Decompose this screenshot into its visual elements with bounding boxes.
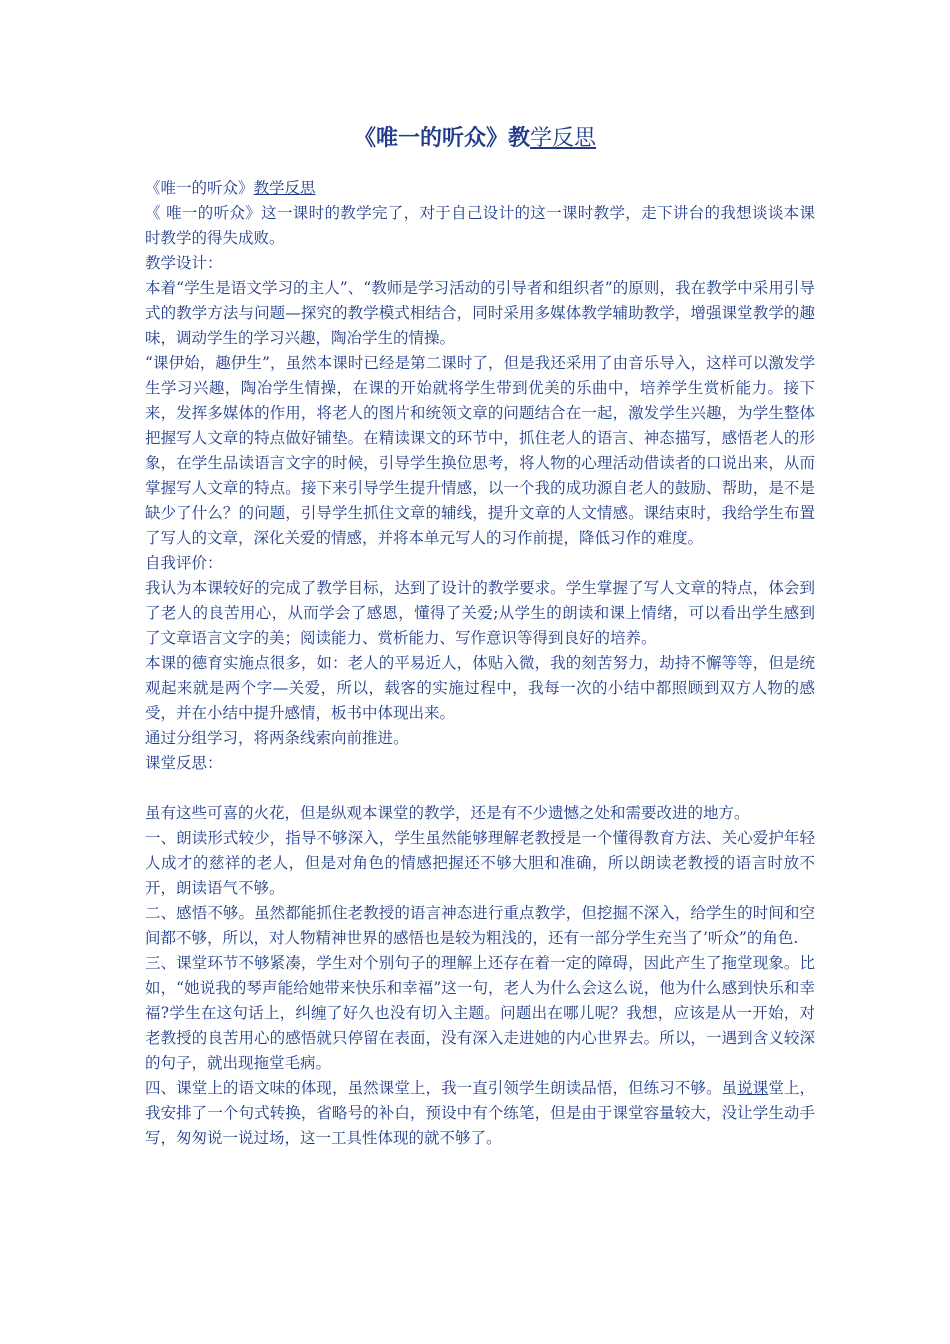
reflection-point-4-text-b: 堂上，我安排了一个句式转换，省略号的补白，预设中有个练笔，但是由于课堂容量较大，没让学生动手写，匆匆说一说过场，这一工具性体现的就不够了。 (145, 1079, 815, 1147)
evaluation-paragraph-3: 通过分组学习，将两条线索向前推进。 (145, 729, 409, 747)
design-paragraph-2: “课伊始，趣伊生”，虽然本课时已经是第二课时了，但是我还采用了由音乐导入，这样可以激发学生学习兴趣，陶冶学生情操，在课的开始就将学生带到优美的乐曲中，培养学生赏析能力。接下来，发挥多媒体的作用，将老人的图片和统领文章的问题结合在一起，激发学生兴趣，为学生整体把握写人文章的特点做好铺垫。在精读课文的环节中，抓住老人的语言、神态描写，感悟老人的形象，在学生品读语言文字的时候，引导学生换位思考，将人物的心理活动借读者的口说出来，从而掌握写人文章的特点。接下来引导学生提升情感，以一个我的成功源自老人的鼓励、帮助，是不是缺少了什么？的问题，引导学生抓住文章的辅线，提升文章的人文情感。课结束时，我给学生布置了写人的文章，深化关爱的情感，并将本单元写人的习作前提，降低习作的难度。 (145, 354, 815, 547)
reflection-heading: 课堂反思： (145, 754, 223, 772)
blank-line (145, 776, 815, 801)
intro-paragraph: 《 唯一的听众》这一课时的教学完了，对于自己设计的这一课时教学，走下讲台的我想谈谈本课时教学的得失成败。 (145, 204, 815, 247)
title-link[interactable]: 学反思 (530, 126, 597, 151)
subtitle (145, 176, 815, 201)
reflection-point-3: 三、课堂环节不够紧凑，学生对个别句子的理解上还存在着一定的障碍，因此产生了拖堂现象。比如，“她说我的琴声能给她带来快乐和幸福”这一句，老人为什么会这么说，他为什么感到快乐和幸福?学生在这句话上，纠缠了好久也没有切入主题。问题出在哪儿呢？我想，应该是从一开始，对老教授的良苦用心的感悟就只停留在表面，没有深入走进她的内心世界去。所以，一遇到含义较深的句子，就出现拖堂毛病。 (145, 954, 815, 1072)
reflection-point-1: 一、朗读形式较少，指导不够深入，学生虽然能够理解老教授是一个懂得教育方法、关心爱护年轻人成才的慈祥的老人，但是对角色的情感把握还不够大胆和准确，所以朗读老教授的语言时放不开，朗读语气不够。 (145, 829, 815, 897)
reflection-point-4-link[interactable]: 说课 (737, 1079, 769, 1097)
design-heading: 教学设计： (145, 254, 223, 272)
evaluation-paragraph-1: 我认为本课较好的完成了教学目标，达到了设计的教学要求。学生掌握了写人文章的特点，体会到了老人的良苦用心，从而学会了感恩，懂得了关爱;从学生的朗读和课上情绪，可以看出学生感到了文章语言文字的美；阅读能力、赏析能力、写作意识等得到良好的培养。 (145, 579, 815, 647)
reflection-point-4 (145, 1076, 815, 1151)
document-title (0, 124, 950, 153)
document-body (145, 176, 815, 1151)
design-paragraph-1: 本着“学生是语文学习的主人”、“教师是学习活动的引导者和组织者”的原则，我在教学中采用引导式的教学方法与问题—探究的教学模式相结合，同时采用多媒体教学辅助教学，增强课堂教学的趣味，调动学生的学习兴趣，陶冶学生的情操。 (145, 279, 815, 347)
reflection-point-4-text-a: 四、课堂上的语文味的体现，虽然课堂上，我一直引领学生朗读品悟，但练习不够。虽 (145, 1079, 738, 1097)
subtitle-link[interactable]: 教学反思 (253, 179, 316, 197)
evaluation-heading: 自我评价： (145, 554, 223, 572)
title-text: 《唯一的听众》教 (353, 125, 530, 151)
evaluation-paragraph-2: 本课的德育实施点很多，如：老人的平易近人，体贴入微，我的刻苦努力，劫持不懈等等，但是统观起来就是两个字—关爱，所以，载客的实施过程中，我每一次的小结中都照顾到双方人物的感受，并在小结中提升感情，板书中体现出来。 (145, 654, 815, 722)
reflection-point-2: 二、感悟不够。虽然都能抓住老教授的语言神态进行重点教学，但挖掘不深入，给学生的时间和空间都不够，所以，对人物精神世界的感悟也是较为粗浅的，还有一部分学生充当了’听众”的角色. (145, 904, 815, 947)
reflection-intro: 虽有这些可喜的火花，但是纵观本课堂的教学，还是有不少遗憾之处和需要改进的地方。 (145, 804, 750, 822)
subtitle-text: 《唯一的听众》 (145, 179, 254, 197)
